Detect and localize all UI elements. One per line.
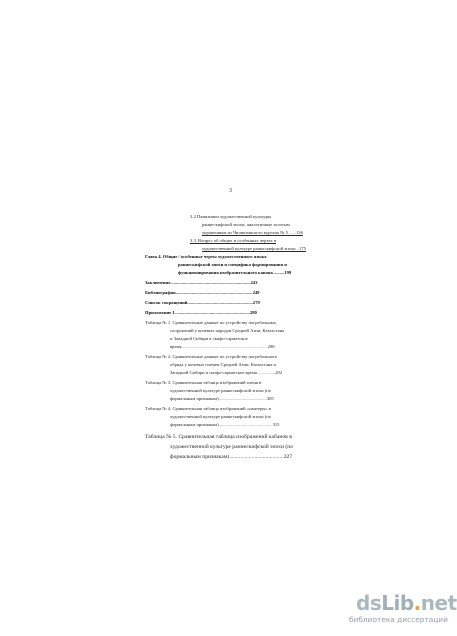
- toc-line: художественной культуре раннескифской эпохи ..175: [202, 246, 306, 251]
- toc-line: формальным признакам)...............................................315: [170, 422, 280, 427]
- toc-line: 3.2.Памятники художественной культуры: [190, 214, 272, 219]
- toc-line: художественной культуре раннескифской эпохи (по: [170, 414, 272, 419]
- toc-line: Таблица № 2. Сравнительные данные по устройству погребального: [145, 354, 278, 359]
- toc-line: Таблица № 4. Сравнительная таблица изображений «пантеры» в: [145, 406, 272, 411]
- toc-line: 3.3. Вопрос об общих и особенных чертах в: [190, 238, 277, 243]
- toc-line: формальным признакам).......................................327: [170, 454, 293, 460]
- toc-line: художественной культуре раннескифской эпохи (по: [170, 444, 294, 450]
- toc-line: Приложение I .................................................................280: [145, 310, 257, 315]
- toc-line: и Западной Сибири в скифо-сарматское: [170, 336, 248, 341]
- watermark-logo: dsLib.net: [356, 591, 457, 615]
- page-number: 3: [229, 188, 232, 194]
- toc-line: Библиография...................................................................249: [145, 290, 260, 295]
- toc-line: раннескифской эпохи и специфика формирования и: [178, 262, 287, 267]
- toc-line: Западной Сибири в скифо-сарматское время ...............292: [170, 370, 283, 375]
- toc-line: Таблица № 3. Сравнительная таблица изображений оленя в: [145, 380, 262, 385]
- toc-line: сооружений у кочевых народов Средней Азии, Казахстана: [170, 328, 285, 333]
- toc-line: время...........................................................................280: [170, 344, 275, 349]
- toc-line: украшениям из Чиликтинского кургана № 5 ......136: [202, 230, 303, 235]
- toc-line: Заключение......................................................................243: [145, 280, 258, 285]
- watermark: [349, 591, 457, 632]
- toc-line: обряда у кочевых племен Средней Азии, Казахстана и: [170, 362, 277, 367]
- toc-line: Таблица № 1. Сравнительные данные по устройству погребальных: [145, 320, 277, 325]
- toc-line: Таблица № 5. Сравнительная таблица изображений кабанов в: [145, 434, 292, 440]
- toc-line: Глава 4. Общие / особенные черты художественного языка: [145, 254, 267, 259]
- watermark-subtitle: библиотека диссертаций: [349, 615, 448, 624]
- toc-line: раннескифской эпохи, аналогичные золотым: [202, 222, 290, 227]
- toc-line: формальным признакам)..........................................305: [170, 396, 274, 401]
- toc-line: Список сокращений.........................................................279: [145, 300, 260, 305]
- toc-line: функционирования изобразительного канона .........199: [178, 270, 292, 275]
- toc-line: художественной культуре раннескифской эпохи (по: [170, 388, 272, 393]
